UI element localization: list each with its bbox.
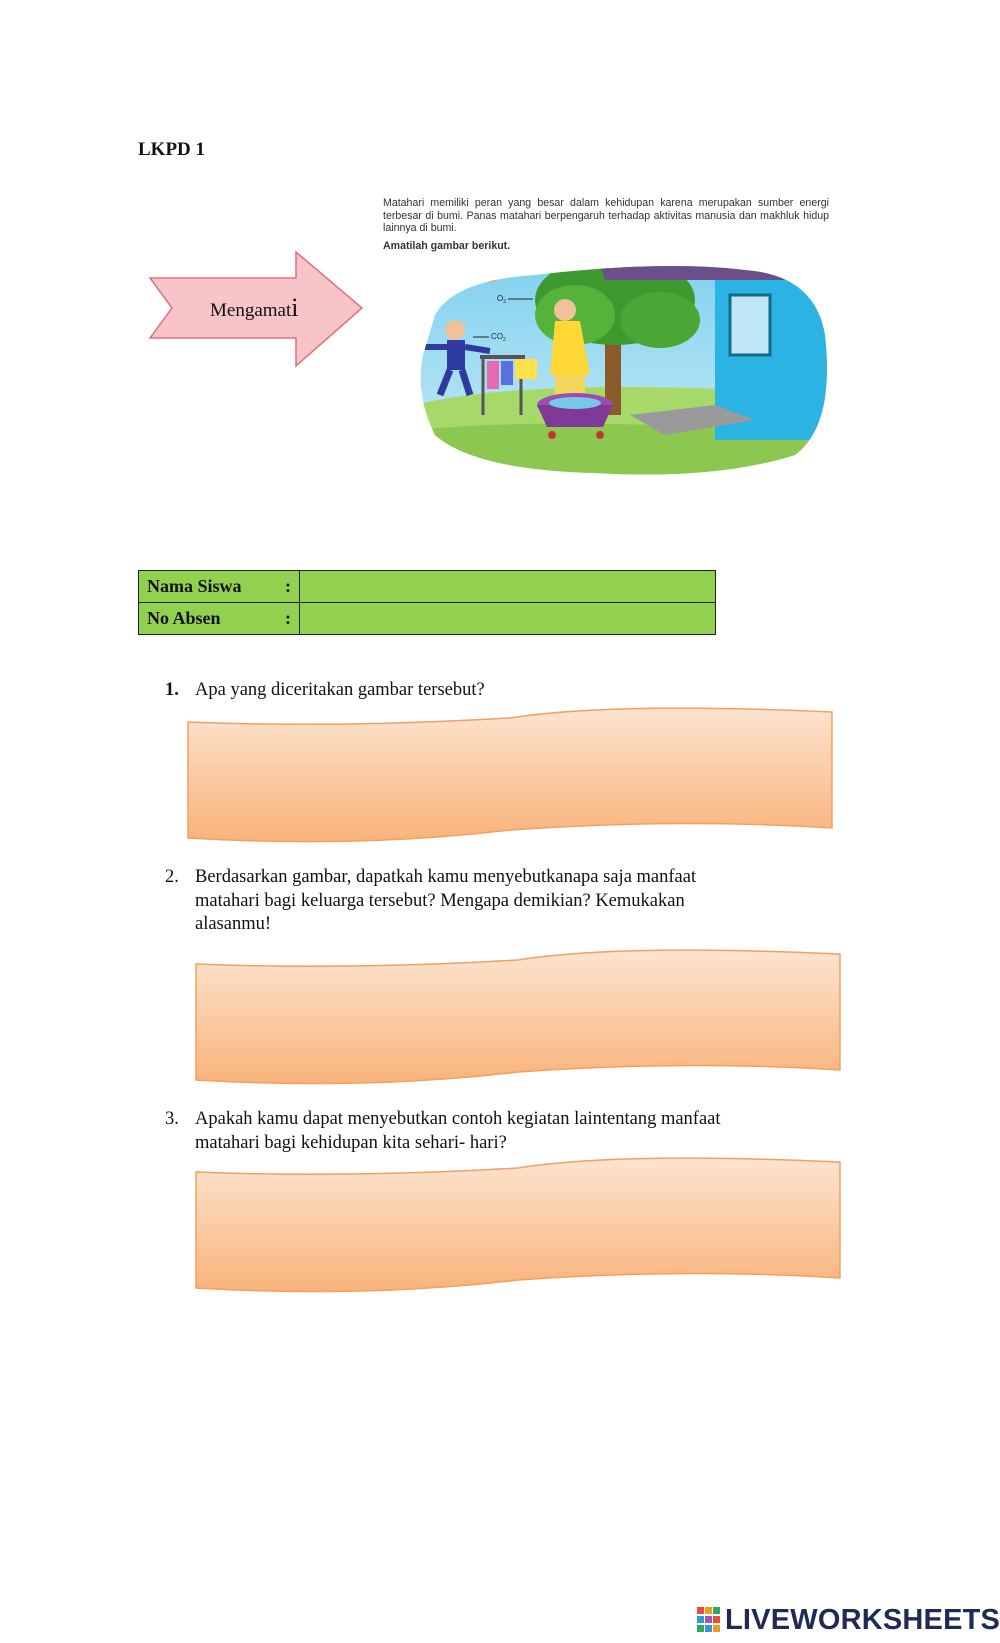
absen-label: No Absen : bbox=[139, 603, 300, 635]
answer-box-2[interactable] bbox=[188, 942, 848, 1092]
question-2: 2. Berdasarkan gambar, dapatkah kamu menyebutkanapa saja manfaat matahari bagi keluarga tersebut? Mengapa demikian? Kemukakan alasanmu! bbox=[165, 867, 697, 934]
question-3: 3. Apakah kamu dapat menyebutkan contoh kegiatan laintentang manfaat matahari bagi kehidupan kita sehari- hari? bbox=[165, 1109, 721, 1153]
brand-name: LIVEWORKSHEETS bbox=[725, 1603, 1000, 1636]
liveworksheets-grid-icon bbox=[697, 1607, 721, 1633]
svg-text:CO2: $CO_2$ bbox=[491, 332, 506, 343]
answer-box-3[interactable] bbox=[188, 1150, 848, 1300]
absen-field[interactable] bbox=[300, 603, 716, 635]
intro-instruction: Amatilah gambar berikut. bbox=[383, 240, 511, 252]
name-label: Nama Siswa : bbox=[139, 571, 300, 603]
student-info-table bbox=[138, 570, 716, 635]
family-scene-illustration bbox=[415, 255, 840, 480]
svg-text:O2: $O_2$ bbox=[497, 294, 507, 305]
answer-box-1[interactable] bbox=[180, 700, 840, 850]
table-row bbox=[139, 603, 716, 635]
arrow-label: Mengamati bbox=[210, 293, 299, 322]
intro-paragraph: Matahari memiliki peran yang besar dalam kehidupan karena merupakan sumber energi terbesar di bumi. Panas matahari berpengaruh terhadap aktivitas manusia dan makhluk hidup lainnya di bumi. bbox=[383, 197, 829, 235]
liveworksheets-logo[interactable] bbox=[697, 1605, 1000, 1635]
name-field[interactable] bbox=[300, 571, 716, 603]
question-1: 1. Apa yang diceritakan gambar tersebut? bbox=[165, 680, 485, 700]
worksheet-title: LKPD 1 bbox=[138, 139, 206, 160]
table-row bbox=[139, 571, 716, 603]
